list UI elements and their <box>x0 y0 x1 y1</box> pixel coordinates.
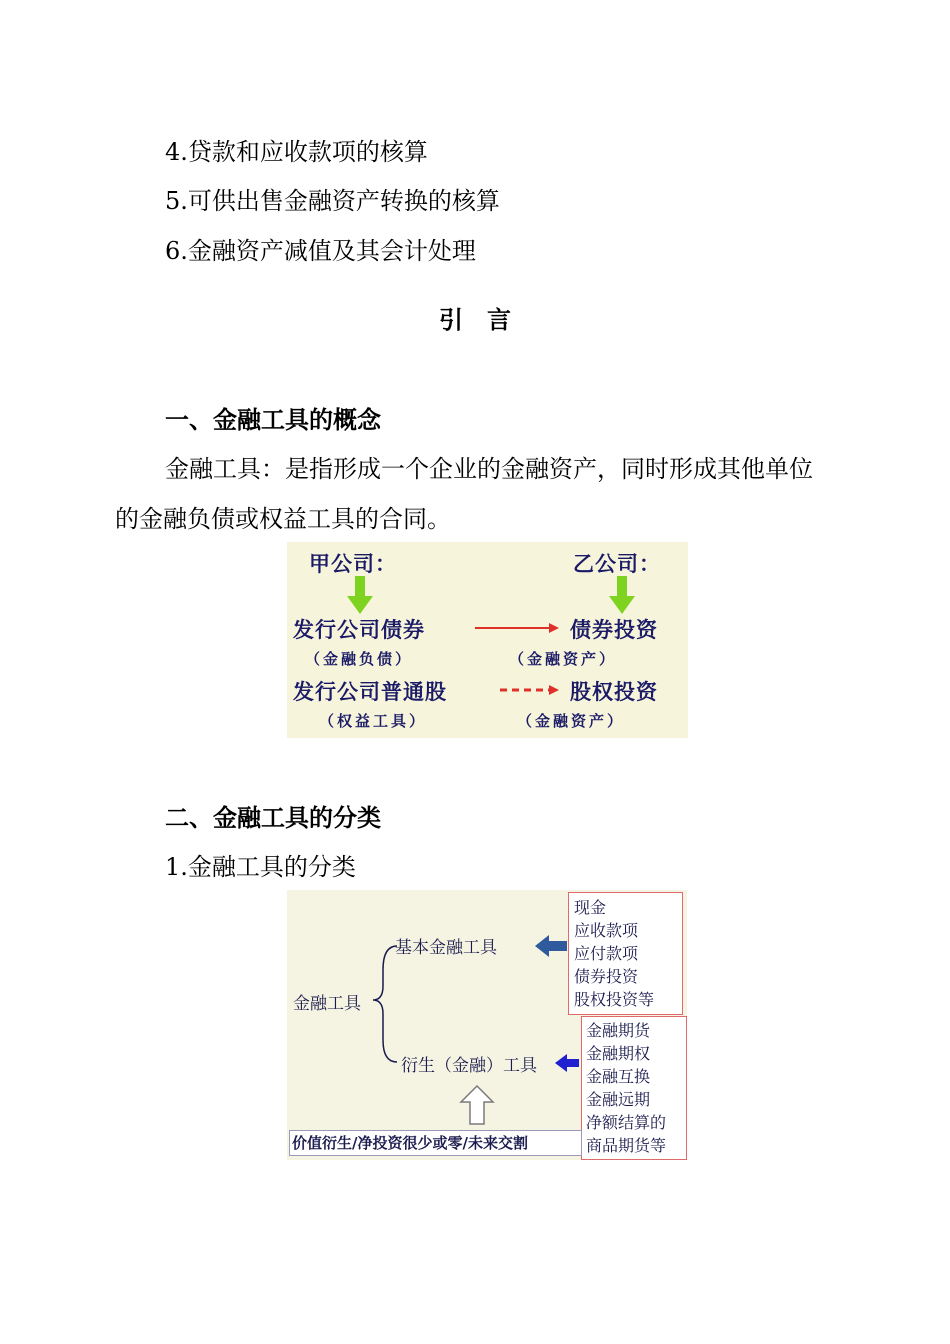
dashed-right-arrow-icon <box>500 685 559 695</box>
heading-classification: 二、金融工具的分类 <box>165 804 381 832</box>
derivative-instrument-node: 衍生（金融）工具 <box>401 1056 537 1076</box>
list-item: 应收款项 <box>574 921 639 940</box>
basic-instrument-node: 基本金融工具 <box>395 938 497 958</box>
heading-concept: 一、金融工具的概念 <box>165 406 381 434</box>
financial-liability-label: （金融负债） <box>305 650 414 668</box>
paragraph-line: 金融工具：是指形成一个企业的金融资产，同时形成其他单位 <box>165 455 813 483</box>
bond-investment-label: 债券投资 <box>570 618 658 642</box>
paragraph-line: 的金融负债或权益工具的合同。 <box>115 505 451 533</box>
list-item: 商品期货等 <box>586 1136 667 1155</box>
company-b-label: 乙公司： <box>573 552 661 576</box>
equity-instrument-label: （权益工具） <box>319 712 428 730</box>
list-item: 4.贷款和应收款项的核算 <box>165 138 428 166</box>
section-title: 引 言 <box>439 306 511 334</box>
root-node: 金融工具 <box>293 994 361 1014</box>
left-arrow-icon <box>535 935 567 957</box>
derivative-examples-box <box>581 1016 687 1160</box>
list-item: 股权投资等 <box>574 990 655 1009</box>
down-arrow-icon <box>347 576 373 614</box>
equity-investment-label: 股权投资 <box>570 680 658 704</box>
list-item: 6.金融资产减值及其会计处理 <box>165 237 476 265</box>
list-item: 金融互换 <box>586 1067 651 1086</box>
issue-stock-label: 发行公司普通股 <box>293 680 447 704</box>
list-item: 应付款项 <box>574 944 639 963</box>
list-item: 金融期权 <box>586 1044 651 1063</box>
company-a-label: 甲公司： <box>309 552 397 576</box>
issuance-diagram <box>287 542 688 738</box>
basic-examples-box <box>568 892 683 1015</box>
right-arrow-icon <box>475 623 559 633</box>
classification-diagram <box>287 890 687 1160</box>
list-item: 债券投资 <box>574 967 639 986</box>
note-text: 价值衍生/净投资很少或零/未来交割 <box>292 1134 528 1152</box>
up-arrow-icon <box>461 1086 493 1124</box>
characteristics-note <box>289 1130 582 1156</box>
list-item: 金融期货 <box>586 1021 651 1040</box>
list-item: 现金 <box>574 898 607 917</box>
subheading: 1.金融工具的分类 <box>165 853 356 881</box>
tree-bracket <box>373 946 397 1062</box>
issue-bonds-label: 发行公司债券 <box>293 618 425 642</box>
financial-asset-label: （金融资产） <box>517 712 626 730</box>
financial-asset-label: （金融资产） <box>509 650 618 668</box>
list-item: 净额结算的 <box>586 1113 667 1132</box>
list-item: 金融远期 <box>586 1090 651 1109</box>
list-item: 5.可供出售金融资产转换的核算 <box>165 187 500 215</box>
left-arrow-icon <box>555 1054 579 1072</box>
down-arrow-icon <box>609 576 635 614</box>
